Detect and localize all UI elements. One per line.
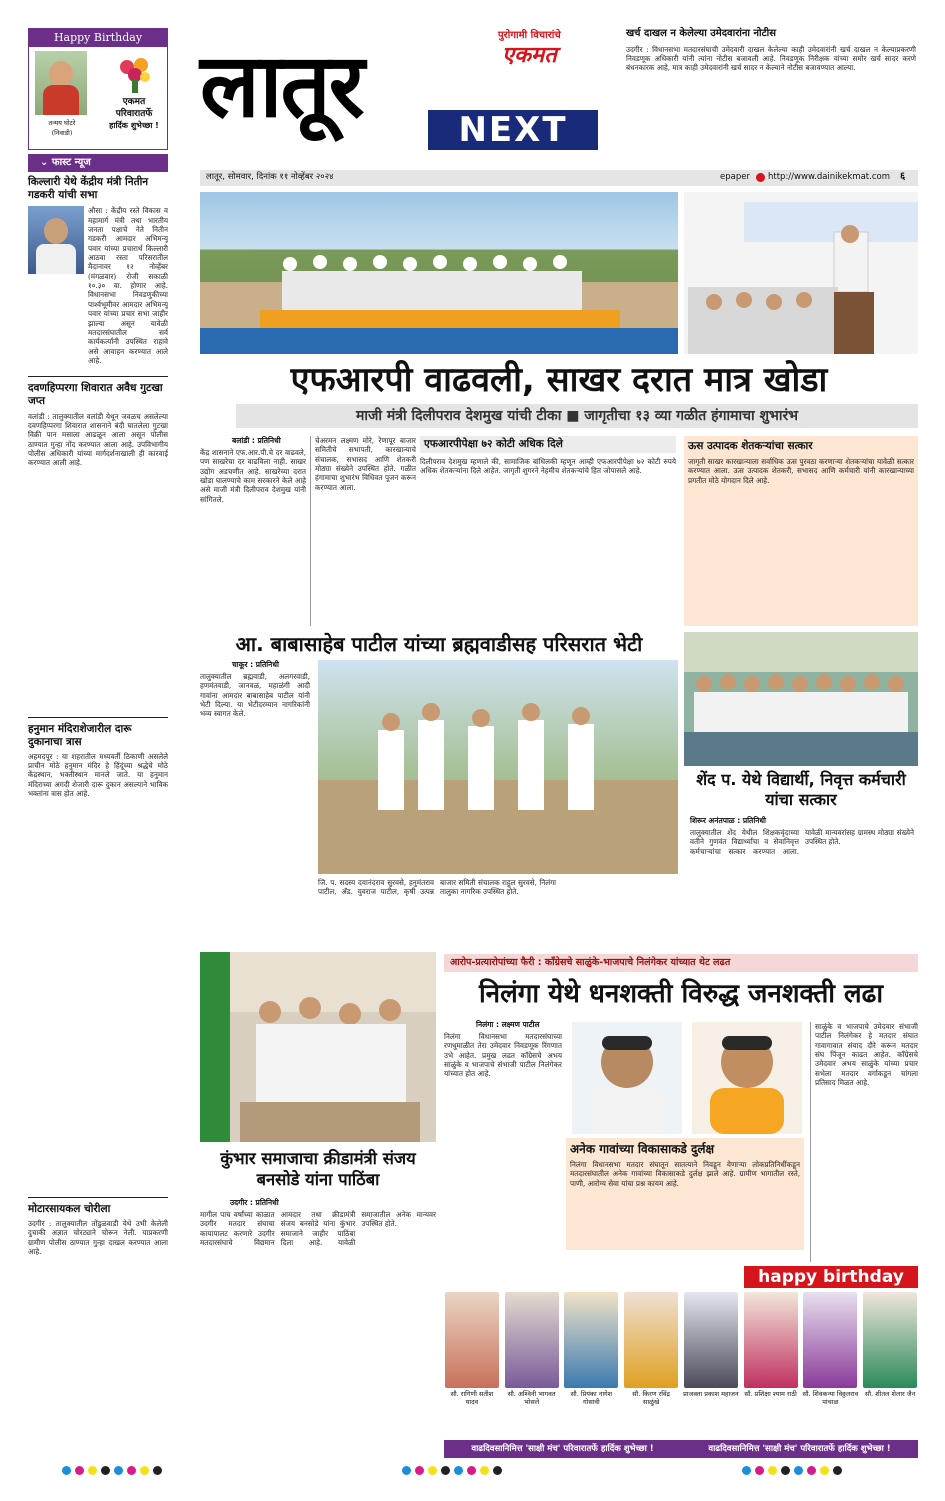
masthead xyxy=(200,28,620,168)
birthday-photo xyxy=(863,1292,917,1388)
web-icon xyxy=(756,173,765,182)
birthday-photo xyxy=(564,1292,618,1388)
birthday-photo xyxy=(684,1292,738,1388)
procession-photo xyxy=(318,660,678,874)
birthday-footer xyxy=(444,1440,918,1458)
greet-line1: एकमत xyxy=(122,97,146,107)
fast-news-label: फास्ट न्यूज xyxy=(51,157,91,168)
birthday-strip-title: happy birthday xyxy=(744,1266,918,1288)
story5-byline: निलंगा : लक्ष्मण पाटील xyxy=(476,1020,540,1029)
registration-marks-left xyxy=(60,1466,164,1478)
child-photo xyxy=(35,51,87,115)
birthday-name: सौ. शिवकन्या विठ्ठलराव पांचाळ xyxy=(802,1390,859,1407)
birthday-person-2 xyxy=(504,1292,560,1438)
birthday-name: सौ. अश्विनी भागवत भोसले xyxy=(507,1390,556,1407)
site-url[interactable]: http://www.dainikekmat.com xyxy=(768,172,890,182)
s3-headline: हनुमान मंदिराशेजारील दारू दुकानाचा त्रास xyxy=(28,722,132,748)
masthead-title: लातूर xyxy=(200,34,363,137)
birthday-title: Happy Birthday xyxy=(29,29,167,47)
birthday-strip xyxy=(444,1292,918,1438)
frp-box xyxy=(420,436,676,626)
neglect-box xyxy=(566,1138,804,1250)
felicitation-photo xyxy=(684,632,918,766)
s3-body: अहमदपूर : या शहरातील मध्यवर्ती ठिकाणी असलेले प्राचीन मोठे हनुमान मंदिर हे हिंदूंच्या श्रद्धेचे मोठे केंद्रस्थान, भक्तीस्थान मानले जाते. या हनुमान मंदिराच्या अगदी शेजारी दारू दुकान असल्याने भाविक भक्तांना त्रास होत आहे. xyxy=(28,751,168,799)
story4-body: मागील पाच वर्षांच्या काळात उदगीर मतदार संघाचा कायापालट करणारे उदगीर मतदारसंघाचे विद्यमान आमदार तथा क्रीडामंत्री संजय बनसोडे यांना कुंभार समाजाने जाहीर पाठिंबा दिला आहे. यावेळी समाजातील अनेक मान्यवर उपस्थित होते. xyxy=(200,1210,436,1248)
story4-headline: कुंभार समाजाचा क्रीडामंत्री संजय बनसोडे यांना पाठिंबा xyxy=(220,1149,416,1190)
main-subhead: माजी मंत्री दिलीपराव देशमुख यांची टीका ■ जागृतीचा १३ व्या गळीत हंगामाचा शुभारंभ xyxy=(236,404,918,428)
greet-line2: परिवारातर्फे xyxy=(115,109,153,119)
sugarcane-body: जागृती साखर कारखान्याला सर्वाधिक ऊस पुरवठा करणाऱ्या शेतकऱ्यांचा यावेळी सत्कार करण्यात आला. ऊस उत्पादक शेतकरी, सभासद आणि कर्मचारी यांनी कारखान्याच्या प्रगतीत मोठे योगदान दिले आहे. xyxy=(688,457,914,485)
masthead-brand: एकमत xyxy=(502,43,557,68)
neglect-headline: अनेक गावांच्या विकासाकडे दुर्लक्ष xyxy=(570,1142,715,1156)
sugarcane-box xyxy=(684,436,918,626)
birthday-photo xyxy=(803,1292,857,1388)
story5-right-body: साळुंके व भाजपाचे उमेदवार संभाजी पाटील निलंगेकर हे मतदार संघात गावागावात संवाद दौरे करून मतदार संघ पिंजून काढत आहेत. कॉंग्रेसचे उमेदवार अभय साळुंके यांच्या प्रचार सभेला मतदार वर्गाकडून चांगला प्रतिसाद मिळत आहे. xyxy=(810,1022,918,1262)
birthday-person-7 xyxy=(803,1292,859,1438)
story3-byline: शिरूर अनंतपाळ : प्रतिनिधी xyxy=(690,816,766,825)
story5-kicker: आरोप-प्रत्यारोपांच्या फैरी : काँग्रेसचे साळुंके-भाजपाचे निलंगेकर यांच्यात थेट लढत xyxy=(444,954,918,972)
birthday-person-5 xyxy=(683,1292,739,1438)
birthday-name: सौ. प्रशिक्षा श्याम राठी xyxy=(744,1390,797,1398)
ceremony-photo xyxy=(200,192,678,354)
s2-headline: दवणहिप्परगा शिवारात अवैध गुटखा जप्त xyxy=(28,382,163,408)
birthday-person-3 xyxy=(564,1292,620,1438)
story2-byline: चाकूर : प्रतिनिधी xyxy=(232,660,279,669)
registration-marks-right xyxy=(740,1466,844,1478)
story3-body: तालुक्यातील शेंद येथील शिक्षकवृंदाच्या वतीने गुणवंत विद्यार्थ्यांचा व सेवानिवृत्त कर्मचाऱ्यांचा सत्कार करण्यात आला. यावेळी मान्यवरांसह ग्रामस्थ मोठ्या संख्येने उपस्थित होते. xyxy=(690,828,914,856)
birthday-name: प्राजक्ता प्रकाश महाजन xyxy=(683,1390,739,1398)
birthday-footer-right: वाढदिवसानिमित्त 'साक्षी मंच' परिवारातर्फे हार्दिक शुभेच्छा ! xyxy=(708,1444,891,1454)
frp-box-headline: एफआरपीपेक्षा ७२ कोटी अधिक दिले xyxy=(420,436,676,453)
s1-headline: किल्लारी येथे केंद्रीय मंत्री नितीन गडकरी यांची सभा xyxy=(28,176,149,202)
birthday-photo xyxy=(505,1292,559,1388)
story2-caption: जि. प. सदस्य दयानंदराव सुरवसे, हनुमंतराव पाटील, अ‍ॅड. युवराज पाटील, कृषी उत्पन्न बाजार समिती संचालक राहुल सुरवसे, निलंगा तालुका नागरिक उपस्थित होते. xyxy=(318,878,556,897)
s2-body: वलांडी : तालुक्यातील वलांडी येथून जवळच असलेल्या दवणहिप्परगा शिवारात शासनाने बंदी घातलेला गुटखा विक्री पान मसाला आढळून आला असून पोलीस ठाण्यात गुन्हा नोंद करण्यात आला आहे. उपविभागीय पोलीस अधिकारी यांच्या मार्गदर्शनाखाली ही कारवाई करण्यात आली आहे. xyxy=(28,411,168,468)
story2-headline: आ. बाबासाहेब पाटील यांच्या ब्रह्मवाडीसह परिसरात भेटी xyxy=(235,632,643,656)
epaper-label: epaper xyxy=(720,172,750,182)
child-place: (निवाडी) xyxy=(51,129,73,137)
birthday-name: सौ. शीतल शेलार जैन xyxy=(865,1390,916,1398)
birthday-person-8 xyxy=(862,1292,918,1438)
story5-body: निलंगा विधानसभा मतदारसंघाच्या रणधुमाळीत तेरा उमेदवार निवडणूक रिंगणात उभे आहेत. प्रमुख लढत काँग्रेसचे अभय साळुंके व भाजपाचे संभाजी पाटील निलंगेकर यांच्यात होत आहे. xyxy=(444,1032,562,1079)
story5-headline: निलंगा येथे धनशक्ती विरुद्ध जनशक्ती लढा xyxy=(478,979,884,1009)
birthday-name: सौ. प्रियंका नागेश गोसावी xyxy=(570,1390,613,1407)
left-news-column xyxy=(28,176,168,1391)
story3-headline: शेंद प. येथे विद्यार्थी, निवृत्त कर्मचारी यांचा सत्कार xyxy=(696,770,906,809)
support-photo xyxy=(200,952,436,1142)
birthday-person-6 xyxy=(743,1292,799,1438)
notice-headline: खर्च दाखल न केलेल्या उमेदवारांना नोटीस xyxy=(626,28,777,39)
s1-body: औसा : केंद्रीय रस्ते विकास व महामार्ग मंत्री तथा भारतीय जनता पक्षाचे नेते नितीन गडकरी आमदार अभिमन्यू पवार यांच्या प्रचारार्थ किल्लारी आठवा रस्ता परिसरातील मैदानावर १२ नोव्हेंबर (मंगळवार) रोजी सकाळी १०.३० वा. होणार आहे. विधानसभा निवडणुकीच्या पार्श्वभूमीवर आमदार अभिमन्यू पवार यांच्या प्रचार सभा जाहीर झाल्या असून यावेळी मतदारसंघातील सर्व कार्यकर्त्यांनी उपस्थित राहावे असे आवाहन करण्यात आले आहे. xyxy=(88,206,168,365)
candidate-photo-1 xyxy=(572,1022,682,1134)
sugarcane-headline: ऊस उत्पादक शेतकऱ्यांचा सत्कार xyxy=(688,440,813,452)
birthday-photo xyxy=(445,1292,499,1388)
gadkari-photo xyxy=(28,206,84,274)
stage-photo xyxy=(684,192,918,354)
birthday-person-1 xyxy=(444,1292,500,1438)
page-number: ६ xyxy=(900,171,906,182)
registration-marks-center xyxy=(400,1466,504,1478)
birthday-box xyxy=(28,28,168,150)
story4-byline: उदगीर : प्रतिनिधी xyxy=(230,1198,279,1207)
birthday-photo xyxy=(744,1292,798,1388)
notice-body: उदगीर : विधानसभा मतदारसंघाची उमेदवारी दाखल केलेल्या काही उमेदवारांनी खर्च दाखल न केल्याप्रकरणी निवडणूक अधिकारी यांनी त्यांना नोटीस बजावली आहे. निवडणूक निरीक्षक यांच्या समोर खर्च सादर करणे बंधनकारक आहे, मात्र काही उमेदवारांनी खर्च सादर न केल्याने नोटीस बजावण्यात आल्या. xyxy=(626,44,916,73)
main-col1: केंद्र शासनाने एफ.आर.पी.चे दर वाढवले, पण साखरेचा दर वाढविला नाही. साखर उद्योग अडचणीत आहे. साखरेच्या दरात खोडा घालण्याचे काम सरकारने केले आहे असे माजी मंत्री दिलीपराव देशमुख यांनी सांगितले. xyxy=(200,448,306,504)
neglect-body: निलंगा विधानसभा मतदार संघातून सातत्याने निवडून येणाऱ्या लोकप्रतिनिधींकडून मतदारसंघातील अनेक गावांच्या विकासाकडे दुर्लक्ष झाले आहे. ग्रामीण भागातील रस्ते, पाणी, आरोग्य सेवा यांचा प्रश्न कायम आहे. xyxy=(570,1160,800,1188)
candidate-photo-2 xyxy=(692,1022,802,1134)
masthead-next: NEXT xyxy=(428,110,598,150)
birthday-footer-left: वाढदिवसानिमित्त 'साक्षी मंच' परिवारातर्फे हार्दिक शुभेच्छा ! xyxy=(471,1444,654,1454)
child-name: तन्मय घोटरे xyxy=(48,119,76,127)
main-headline: एफआरपी वाढवली, साखर दरात मात्र खोडा xyxy=(290,360,828,400)
notice-box xyxy=(626,28,916,168)
frp-box-body: दिलीपराव देशमुख म्हणाले की, सामाजिक बांधिलकी म्हणून आम्ही एफआरपीपेक्षा ७२ कोटी रुपये अधिक शेतकऱ्यांना दिले आहेत. जागृती शुगरने नेहमीच शेतकऱ्यांचे हित जोपासले आहे. xyxy=(420,457,676,476)
story2-body: तालुक्यातील ब्रह्मवाडी, अलगरवाडी, हणमंतवाडी, जानवळ, महाळंगी आदी गावांना आमदार बाबासाहेब पाटील यांनी भेटी दिल्या. या भेटीदरम्यान नागरिकांनी भव्य स्वागत केले. xyxy=(200,672,310,719)
birthday-name: सौ. रागिणी सतीश यादव xyxy=(450,1390,494,1407)
chevron-down-icon: ⌄ xyxy=(40,157,52,168)
flower-bouquet-icon xyxy=(115,53,155,93)
birthday-photo xyxy=(624,1292,678,1388)
s4-headline: मोटारसायकल चोरीला xyxy=(28,1202,111,1215)
birthday-name: सौ. किरण रविंद्र साळुंखे xyxy=(632,1390,670,1407)
dateline: लातूर, सोमवार, दिनांक ११ नोव्हेंबर २०२४ xyxy=(206,172,334,182)
birthday-person-4 xyxy=(623,1292,679,1438)
fast-news-bar xyxy=(28,154,168,172)
main-byline: बलांडी : प्रतिनिधी xyxy=(232,436,281,445)
dateline-bar xyxy=(200,170,918,186)
masthead-tagline: पुरोगामी विचारांचे xyxy=(498,30,561,41)
main-col2: चेअरमन लक्ष्मण मोरे, रेणापूर बाजार समितीचे सभापती, कारखान्याचे संचालक, सभासद आणि शेतकरी मोठ्या संख्येने उपस्थित होते. गळीत हंगामाचा शुभारंभ विधिवत पूजन करून करण्यात आला. xyxy=(310,436,416,626)
s4-body: उदगीर : तालुक्यातील तोंडुळवाडी येथे उभी केलेली दुचाकी अज्ञात चोरट्याने चोरून नेली. याप्रकरणी ग्रामीण पोलीस ठाण्यात गुन्हा दाखल करण्यात आला आहे. xyxy=(28,1218,168,1256)
greet-line3: हार्दिक शुभेच्छा ! xyxy=(109,121,159,130)
